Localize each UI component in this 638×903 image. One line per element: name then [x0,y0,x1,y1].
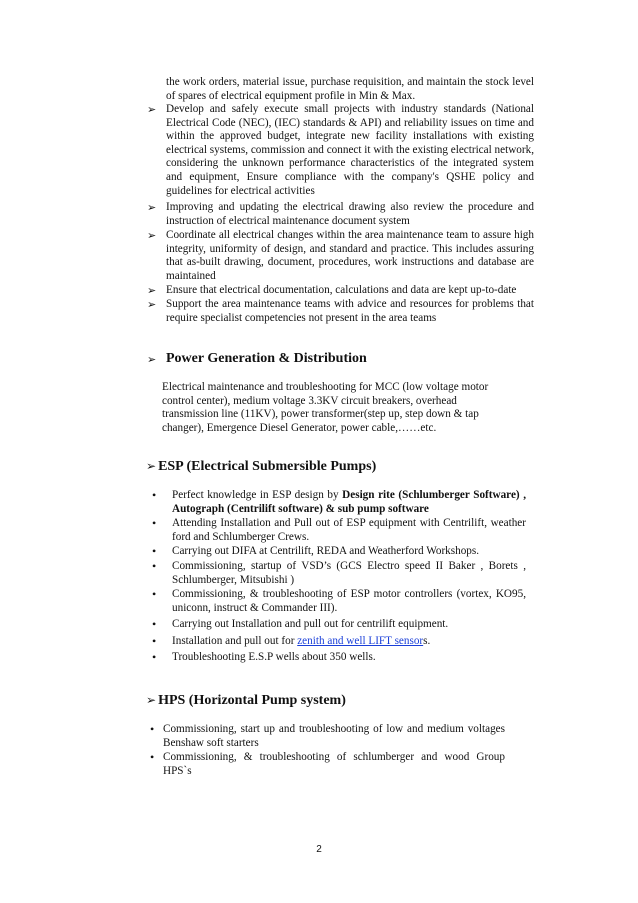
bullet-icon: • [150,750,155,764]
bullet-icon: • [152,516,157,530]
section-heading-esp [146,458,376,475]
arrow-bullet-icon: ➢ [147,284,157,297]
list-item: Commissioning, start up and troubleshooting of low and medium voltages Benshaw soft starters [163,723,505,749]
bullet-icon: • [152,617,157,631]
list-item: Ensure that electrical documentation, calculations and data are kept up-to-date [166,284,517,296]
arrow-bullet-icon: ➢ [147,103,157,116]
list-item [172,489,526,516]
page-number: 2 [316,844,322,855]
bullet-icon: • [152,650,157,664]
list-item: Troubleshooting E.S.P wells about 350 wells. [172,651,376,663]
list-item-suffix: s. [423,635,431,647]
bullet-icon: • [152,544,157,558]
sensor-link[interactable]: zenith and well LIFT sensor [297,635,424,647]
list-item: Commissioning, startup of VSD’s (GCS Electro speed II Baker , Borets , Schlumberger, Mitsubishi ) [172,560,526,586]
bullet-icon: • [152,634,157,648]
bullet-icon: • [150,722,155,736]
section-heading-power: Power Generation & Distribution [166,351,367,366]
list-item [172,635,526,649]
bullet-icon: • [152,559,157,573]
bullet-icon: • [152,488,157,502]
arrow-bullet-icon: ➢ [147,201,157,214]
section-heading-hps [146,692,346,709]
list-item: Attending Installation and Pull out of ESP equipment with Centrilift, weather ford and Schlumberger Crews. [172,517,526,543]
arrow-bullet-icon: ➢ [146,693,157,707]
esp-heading-text: ESP (Electrical Submersible Pumps) [158,459,377,474]
hps-heading-text: HPS (Horizontal Pump system) [158,693,346,708]
list-item-text: Perfect knowledge in ESP design by [172,489,343,501]
list-item: Coordinate all electrical changes within the area maintenance team to assure high integrity, uniformity of design, and standard and practice. This includes assuring that as-built drawing, document, procedures, work instructions and database are maintained [166,229,534,282]
design-software-bold: Design rite (Schlumberger Software) , Autograph (Centrilift software) & sub pump software [172,489,526,515]
power-description: Electrical maintenance and troubleshooting for MCC (low voltage motor control center), medium voltage 3.3KV circuit breakers, overhead transmission line (11KV), power transformer(step up, step down & tap changer), Emergence Diesel Generator, power cable,……etc. [162,381,489,434]
arrow-bullet-icon: ➢ [146,459,157,473]
bullet-icon: • [152,587,157,601]
list-item: Commissioning, & troubleshooting of ESP motor controllers (vortex, KO95, uniconn, instruct & Commander III). [172,588,526,614]
arrow-bullet-icon: ➢ [147,229,157,242]
list-item: Support the area maintenance teams with advice and resources for problems that require specialist competencies not present in the area teams [166,298,534,324]
list-item: Carrying out DIFA at Centrilift, REDA and Weatherford Workshops. [172,545,480,557]
list-item: Develop and safely execute small projects with industry standards (National Electrical Code (NEC), (IEC) standards & API) and reliability issues on time and within the approved budget, integrate new facility installations with existing electrical systems, commission and connect it with the existing electrical network, considering the unknown performance characteristics of the integrated system and equipment, Ensure compliance with the company's QSHE policy and guidelines for electrical activities [166,103,534,197]
list-item: Carrying out Installation and pull out for centrilift equipment. [172,618,449,630]
arrow-bullet-icon: ➢ [147,298,157,311]
arrow-bullet-icon: ➢ [147,353,157,366]
continued-paragraph: the work orders, material issue, purchase requisition, and maintain the stock level of spares of electrical equipment profile in Min & Max. [166,76,534,102]
list-item: Commissioning, & troubleshooting of schlumberger and wood Group HPS`s [163,751,505,777]
list-item: Improving and updating the electrical drawing also review the procedure and instruction of electrical maintenance document system [166,201,534,227]
list-item-text: Installation and pull out for [172,635,298,647]
